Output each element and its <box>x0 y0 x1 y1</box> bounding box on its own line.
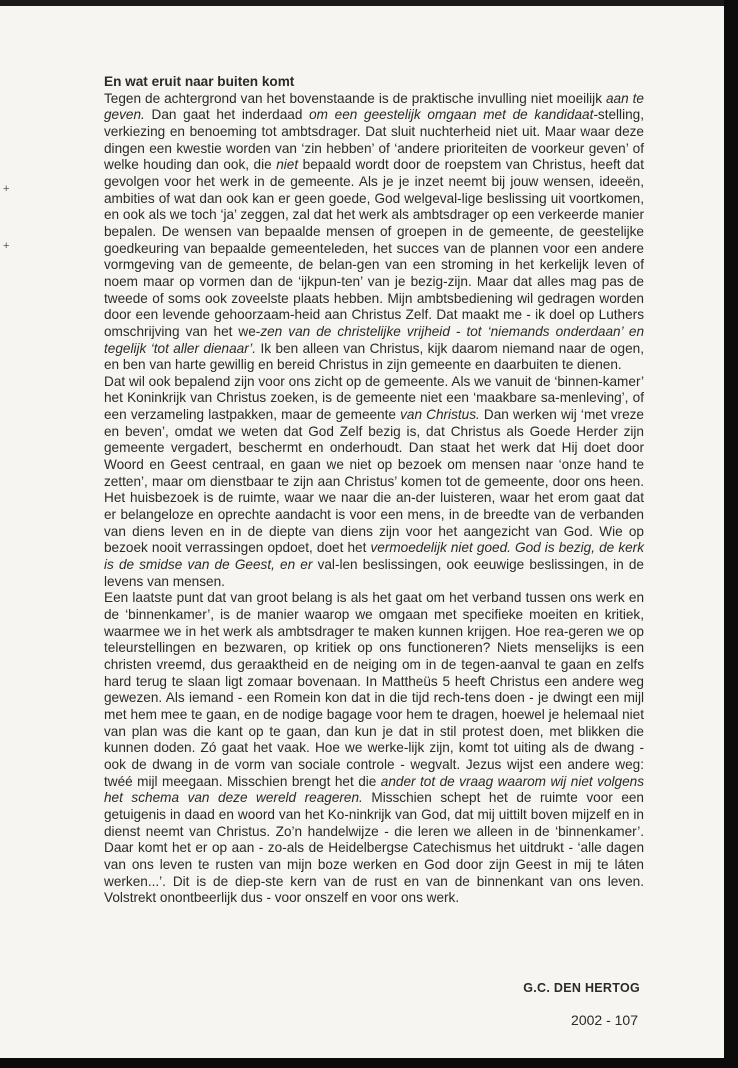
text-run: val-len beslissingen, ook eeuwige beslissingen, in de levens van mensen. <box>104 557 644 589</box>
italic-run: aan te geven. <box>104 90 644 123</box>
paragraph <box>104 590 644 906</box>
document-page <box>0 6 724 1058</box>
text-run: Misschien schept het de ruimte voor een getuigenis in daad en woord van het Ko-ninkrijk van God, dat mij uittilt boven mijzelf en in dienst neemt van Christus. Zo’n handelwijze - die leren we alleen in de ‘binnenkamer’. Daar komt het er op aan - zo-als de Heidelbergse Catechismus het uitdrukt - ‘alle dagen van ons leven te rusten van mijn boze werken en God door zijn Geest in mij te láten werken...’. Dit is de diep-ste kern van de rust en van de binnenkant van ons leven. Volstrekt onontbeerlijk dus - voor onszelf en voor ons werk. <box>104 790 644 906</box>
paragraph <box>104 374 644 591</box>
text-run: Een laatste punt dat van groot belang is als het gaat om het verband tussen ons werk en de ‘binnenkamer’, is de manier waarop we omgaan met specifieke moeiten en kritiek, waarmee we in het werk als ambtsdrager te maken kunnen krijgen. Hoe rea-geren we op teleurstellingen en bezwaren, op kritiek op ons functioneren? Niets menselijks is een christen vreemd, dus geraaktheid en de neiging om in de tegen-aanval te gaan en zelfs hard terug te slaan ligt zomaar bovenaan. In Mattheüs 5 heeft Christus een andere weg gewezen. Als iemand - een Romein kon dat in die tijd rech-tens doen - je dwingt een mijl met hem mee te gaan, en de nodige bagage voor hem te dragen, hoewel je helemaal niet van plan was die kant op te gaan, dan kun je dat in stil protest doen, met blikken die kunnen doden. Zó gaat het vaak. Hoe we werke-lijk zijn, komt tot uiting als de dwang - ook de dwang in de vorm van sociale controle - wegvalt. Jezus wijst een andere weg: twéé mijl meegaan. Misschien brengt het die <box>104 590 644 789</box>
text-run: bepaald wordt door de roepstem van Christus, heeft dat gevolgen voor het werk in de gemeente. Als je je inzet neemt bij jouw wensen, ideeën, ambities of wat dan ook kan er geen goede, God welgeval-lige beslissing uit voortkomen, en ook als we toch ‘ja’ zeggen, zal dat het werk als ambtsdrager op een verkeerde manier bepalen. De wensen van bepaalde mensen of groepen in de gemeente, de geestelijke goedkeuring van bepaalde gemeenteleden, het succes van de plannen voor een andere vormgeving van de gemeente, de belan-gen van een stroming in het kerkelijk leven of noem maar op vormen dan de ‘ijkpun-ten’ van je bezig-zijn. Maar dat alles mag pas de tweede of soms ook zoveelste plaats hebben. Mijn ambtsbediening wil gedragen worden door een levende gehoorzaam-heid aan Christus Zelf. Dat maakt me - ik doel op Luthers omschrijving van het we- <box>104 157 644 339</box>
italic-run: om een geestelijk omgaan met de kandidaat- <box>309 107 598 123</box>
text-run: Dat wil ook bepalend zijn voor ons zicht op de gemeente. Als we vanuit de ‘binnen-kamer’ het Koninkrijk van Christus zoeken, is de gemeente niet een ‘maakbare sa-menleving’, of een verzameling lastpakken, maar de gemeente <box>104 373 644 423</box>
margin-mark: + <box>3 183 10 195</box>
margin-mark: + <box>3 240 10 252</box>
text-run: Ik ben alleen van Christus, kijk daarom niemand naar de ogen, en ben van harte gewillig en bereid Christus in zijn gemeente en daarbuiten te dienen. <box>104 340 644 373</box>
italic-run: zen van de christelijke vrijheid - tot ‘niemands onderdaan’ en tegelijk ‘tot aller dienaar’. <box>104 323 644 356</box>
scan-border-right <box>724 0 738 1068</box>
author-name: G.C. DEN HERTOG <box>523 981 640 995</box>
text-run: stelling, verkiezing en benoeming tot ambtsdrager. Dat sluit nuchterheid niet uit. Maar waar deze dingen een kwestie worden van ‘zin hebben’ of ‘andere prioriteiten de voorkeur geven’ of welke houding dan ook, die <box>104 107 644 173</box>
italic-run: van Christus. <box>400 407 480 423</box>
italic-run: ander tot de vraag waarom wij niet volgens het schema van deze wereld reageren. <box>104 773 644 806</box>
italic-run: vermoedelijk niet goed. God is bezig, de kerk is de smidse van de Geest, en er <box>104 540 645 573</box>
page-reference: 2002 - 107 <box>571 1012 638 1028</box>
section-heading: En wat eruit naar buiten komt <box>104 74 295 89</box>
text-run: Tegen de achtergrond van het bovenstaande is de praktische invulling niet moeilijk <box>104 90 606 106</box>
paragraph <box>104 91 644 374</box>
scan-border-bottom <box>0 1058 738 1068</box>
text-run: Dan werken wij ‘met vreze en beven’, omdat we weten dat God Zelf bezig is, dat Christus als Goede Herder zijn gemeente vergadert, beschermt en onderhoudt. Dan staat het werk dat Hij doet door Woord en Geest centraal, en gaan we niet op bezoek om mensen naar ‘onze hand te zetten’, maar om dienstbaar te zijn aan Christus’ komen tot de gemeente, door ons heen. Het huisbezoek is de ruimte, waar we naar die an-der luisteren, waar het erom gaat dat er belangeloze en oprechte aandacht is voor een mens, in de breedte van de verbanden van diens leven en in de diepte van diens zijn voor het aangezicht van God. Wie op bezoek nooit verrassingen opdoet, doet het <box>104 407 644 556</box>
italic-run: niet <box>276 157 299 173</box>
article-body <box>104 74 644 907</box>
text-run: Dan gaat het inderdaad <box>144 107 310 123</box>
